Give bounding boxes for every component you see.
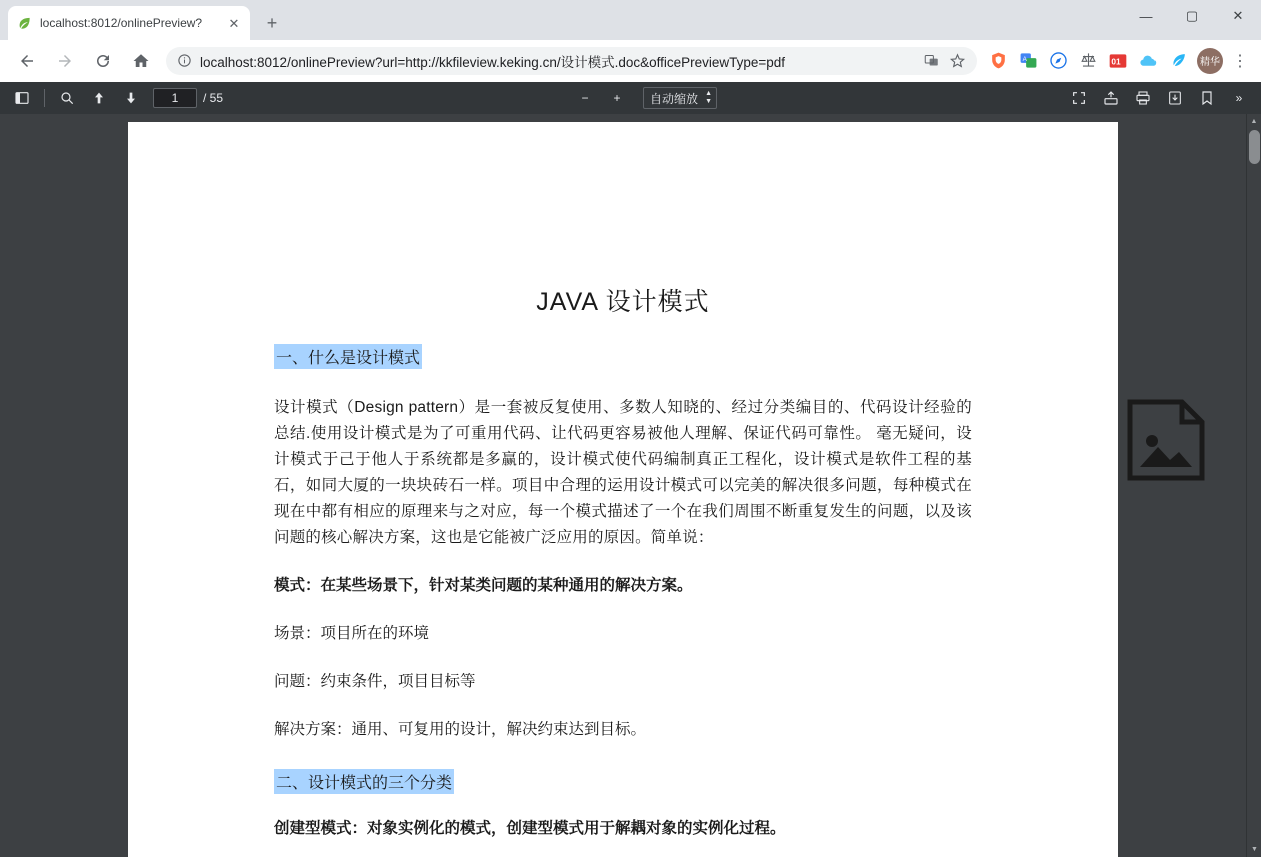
bookmark-star-icon[interactable]	[947, 51, 967, 71]
minimize-button[interactable]: —	[1139, 8, 1153, 24]
present-icon[interactable]	[1097, 84, 1125, 112]
shield-extension-icon[interactable]	[985, 48, 1011, 74]
zoom-level-select[interactable]	[643, 87, 717, 109]
feather-extension-icon[interactable]	[1165, 48, 1191, 74]
pdf-page	[128, 122, 1118, 857]
address-bar[interactable]	[166, 47, 977, 75]
tab-close-icon[interactable]: ✕	[228, 15, 240, 31]
fullscreen-icon[interactable]	[1065, 84, 1093, 112]
svg-text:A: A	[1022, 55, 1027, 63]
paragraph: 创建型模式：对象实例化的模式，创建型模式用于解耦对象的实例化过程。	[274, 820, 786, 837]
document-section-1	[274, 318, 972, 743]
leaf-favicon	[16, 15, 32, 31]
translate-google-extension-icon[interactable]	[1015, 48, 1041, 74]
browser-toolbar	[0, 40, 1261, 82]
profile-avatar[interactable]: 精华	[1197, 48, 1223, 74]
zeroone-extension-icon[interactable]	[1105, 48, 1131, 74]
zoom-level-label: 自动缩放	[650, 91, 699, 106]
paragraph: 问题：约束条件，项目目标等	[274, 673, 476, 690]
paragraph: 模式：在某些场景下，针对某类问题的某种通用的解决方案。	[274, 577, 693, 594]
new-tab-button[interactable]: +	[266, 12, 278, 33]
document-title: JAVA 设计模式	[536, 288, 710, 316]
scroll-down-arrow-icon[interactable]: ▼	[1251, 846, 1258, 853]
more-tools-icon[interactable]: »	[1235, 91, 1243, 105]
search-icon[interactable]	[53, 84, 81, 112]
page-number-input[interactable]: 1	[153, 88, 197, 108]
forward-button[interactable]	[51, 47, 79, 75]
print-icon[interactable]	[1129, 84, 1157, 112]
svg-text:01: 01	[1111, 55, 1121, 66]
url-text: localhost:8012/onlinePreview?url=http://kkfileview.keking.cn/设计模式.doc&officePreviewType=pdf	[200, 54, 786, 70]
scroll-up-arrow-icon[interactable]: ▲	[1250, 118, 1258, 125]
paragraph: 设计模式（Design pattern）是一套被反复使用、多数人知晓的、经过分类编目的、代码设计经验的总结.使用设计模式是为了可重用代码、让代码更容易被他人理解、保证代码可靠性。 毫无疑问，设计模式于己于他人于系统都是多赢的，设计模式使代码编制真正工程化，设计模式是软件工程的基石，如同大厦的一块块砖石一样。项目中合理的运用设计模式可以完美的解决很多问题，每种模式在现在中都有相应的原理来与之对应，每一个模式描述了一个在我们周围不断重复发生的问题，以及该问题的核心解决方案，这也是它能被广泛应用的原因。简单说：	[274, 399, 972, 546]
info-icon[interactable]	[176, 53, 192, 69]
vertical-scrollbar[interactable]	[1246, 114, 1261, 857]
cloud-extension-icon[interactable]	[1135, 48, 1161, 74]
back-button[interactable]	[13, 47, 41, 75]
browser-menu-icon[interactable]: ⋮	[1232, 52, 1248, 70]
reload-button[interactable]	[89, 47, 117, 75]
pdf-page-container	[0, 114, 1246, 857]
tab-strip	[0, 0, 1261, 40]
window-controls	[1123, 0, 1261, 40]
pdf-viewer-toolbar	[0, 82, 1261, 114]
translate-icon[interactable]	[921, 51, 941, 71]
tab-title: localhost:8012/onlinePreview?	[40, 16, 203, 30]
maximize-button[interactable]: ▢	[1185, 8, 1199, 23]
section-heading: 一、什么是设计模式	[274, 344, 422, 369]
zoom-out-button[interactable]: −	[581, 91, 589, 105]
zoom-in-button[interactable]: +	[613, 91, 621, 105]
pdf-content-area	[0, 114, 1261, 857]
broken-image-placeholder-icon	[1126, 399, 1206, 481]
sidebar-toggle-icon[interactable]	[8, 84, 36, 112]
section-heading: 二、设计模式的三个分类	[274, 769, 454, 794]
scale-extension-icon[interactable]	[1075, 48, 1101, 74]
previous-page-icon[interactable]	[85, 84, 113, 112]
toolbar-divider	[44, 89, 45, 107]
paragraph: 解决方案：通用、可复用的设计，解决约束达到目标。	[274, 721, 647, 738]
close-button[interactable]: ✕	[1232, 8, 1244, 23]
chevron-updown-icon: ▲ ▼	[705, 90, 713, 105]
page-count-label: / 55	[203, 91, 224, 105]
download-icon[interactable]	[1161, 84, 1189, 112]
bookmark-icon[interactable]	[1193, 84, 1221, 112]
document-section-2	[274, 743, 972, 842]
next-page-icon[interactable]	[117, 84, 145, 112]
browser-tab[interactable]	[8, 6, 250, 40]
scrollbar-thumb[interactable]	[1249, 130, 1260, 164]
home-button[interactable]	[127, 47, 155, 75]
paragraph: 场景：项目所在的环境	[274, 625, 430, 642]
compass-extension-icon[interactable]	[1045, 48, 1071, 74]
extension-bar	[983, 48, 1253, 74]
